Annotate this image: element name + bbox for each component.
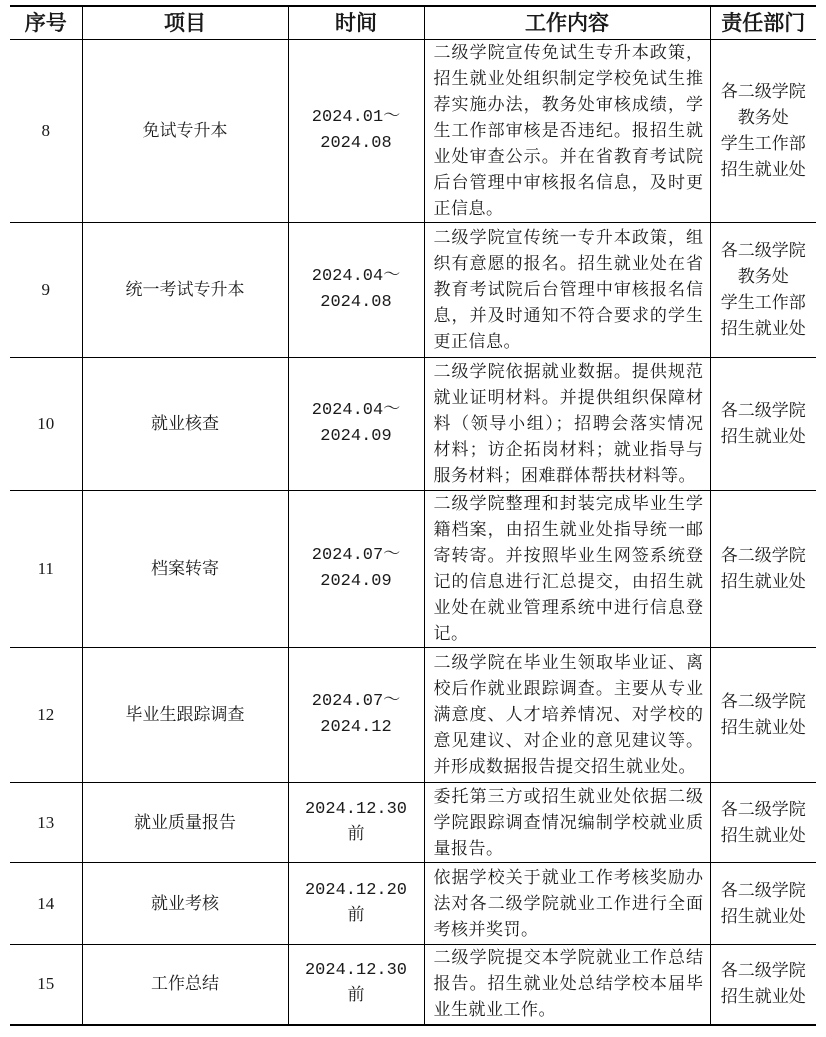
- department-line: 各二级学院: [720, 401, 806, 421]
- row-item: 统一考试专升本: [82, 223, 288, 358]
- header-content: 工作内容: [424, 6, 710, 40]
- row-department: [710, 863, 816, 945]
- row-time: [288, 223, 424, 358]
- table-row: [10, 358, 816, 491]
- time-line: 2024.12: [320, 718, 392, 737]
- row-time: [288, 945, 424, 1025]
- time-line: 前: [347, 825, 365, 845]
- row-item: 毕业生跟踪调查: [82, 648, 288, 783]
- row-content: 委托第三方或招生就业处依据二级学院跟踪调查情况编制学校就业质量报告。: [424, 783, 710, 863]
- time-line: 2024.09: [320, 572, 392, 591]
- row-item: 档案转寄: [82, 491, 288, 648]
- time-line: 2024.04～: [311, 267, 401, 286]
- row-item: 就业考核: [82, 863, 288, 945]
- row-time: [288, 491, 424, 648]
- row-content: 二级学院宣传免试生专升本政策，招生就业处组织制定学校免试生推荐实施办法，教务处审核成绩，学生工作部审核是否违纪。报招生就业处审查公示。并在省教育考试院后台管理中审核报名信息，及时更正信息。: [424, 40, 710, 223]
- department-line: 各二级学院: [720, 880, 806, 901]
- header-item: 项目: [82, 6, 288, 40]
- time-line: 2024.04～: [311, 401, 401, 420]
- department-line: 教务处: [737, 267, 789, 287]
- time-line: 前: [347, 987, 365, 1007]
- department-line: 各二级学院: [720, 546, 806, 566]
- table-row: [10, 783, 816, 863]
- department-line: 学生工作部: [720, 134, 806, 154]
- row-department: [710, 40, 816, 223]
- department-line: 各二级学院: [720, 82, 806, 102]
- row-content: 二级学院整理和封装完成毕业生学籍档案，由招生就业处指导统一邮寄转寄。并按照毕业生网签系统登记的信息进行汇总提交，由招生就业处在就业管理系统中进行信息登记。: [424, 491, 710, 648]
- header-time: 时间: [288, 6, 424, 40]
- department-line: 各二级学院: [720, 692, 806, 712]
- row-department: [710, 945, 816, 1025]
- row-content: 二级学院在毕业生领取毕业证、离校后作就业跟踪调查。主要从专业满意度、人才培养情况、对学校的意见建议、对企业的意见建议等。并形成数据报告提交招生就业处。: [424, 648, 710, 783]
- department-line: 招生就业处: [720, 906, 806, 927]
- row-item: 就业核查: [82, 358, 288, 491]
- row-number: 12: [10, 648, 82, 783]
- row-content: 二级学院依据就业数据。提供规范就业证明材料。并提供组织保障材料（领导小组）；招聘会落实情况材料；访企拓岗材料；就业指导与服务材料；困难群体帮扶材料等。: [424, 358, 710, 491]
- time-line: 2024.08: [320, 293, 392, 312]
- table-row: [10, 40, 816, 223]
- row-time: [288, 648, 424, 783]
- row-time: [288, 40, 424, 223]
- time-line: 2024.08: [320, 134, 392, 153]
- department-line: 招生就业处: [720, 825, 806, 846]
- row-department: [710, 783, 816, 863]
- department-line: 各二级学院: [720, 241, 806, 261]
- row-content: 二级学院宣传统一专升本政策，组织有意愿的报名。招生就业处在省教育考试院后台管理中审核报名信息，并及时通知不符合要求的学生更正信息。: [424, 223, 710, 358]
- row-content: 二级学院提交本学院就业工作总结报告。招生就业处总结学校本届毕业生就业工作。: [424, 945, 710, 1025]
- row-time: [288, 863, 424, 945]
- department-line: 学生工作部: [720, 293, 806, 313]
- row-item: 免试专升本: [82, 40, 288, 223]
- time-line: 前: [347, 906, 365, 926]
- department-line: 招生就业处: [720, 160, 806, 180]
- table-row: [10, 648, 816, 783]
- header-row: [10, 6, 816, 40]
- schedule-table: [10, 5, 816, 1026]
- row-number: 13: [10, 783, 82, 863]
- department-line: 招生就业处: [720, 319, 806, 339]
- row-number: 8: [10, 40, 82, 223]
- department-line: 各二级学院: [720, 799, 806, 820]
- row-number: 11: [10, 491, 82, 648]
- department-line: 招生就业处: [720, 427, 806, 447]
- row-item: 就业质量报告: [82, 783, 288, 863]
- department-line: 招生就业处: [720, 987, 806, 1008]
- table-row: [10, 945, 816, 1025]
- time-line: 2024.07～: [311, 692, 401, 711]
- row-item: 工作总结: [82, 945, 288, 1025]
- time-line: 2024.12.30: [304, 799, 408, 819]
- table-row: [10, 223, 816, 358]
- time-line: 2024.12.30: [304, 961, 408, 981]
- row-number: 14: [10, 863, 82, 945]
- time-line: 2024.07～: [311, 546, 401, 565]
- header-department: 责任部门: [710, 6, 816, 40]
- table-row: [10, 491, 816, 648]
- department-line: 招生就业处: [720, 718, 806, 738]
- time-line: 2024.09: [320, 427, 392, 446]
- row-department: [710, 223, 816, 358]
- row-number: 9: [10, 223, 82, 358]
- row-department: [710, 648, 816, 783]
- row-department: [710, 491, 816, 648]
- row-content: 依据学校关于就业工作考核奖励办法对各二级学院就业工作进行全面考核并奖罚。: [424, 863, 710, 945]
- table-row: [10, 863, 816, 945]
- department-line: 招生就业处: [720, 572, 806, 592]
- time-line: 2024.12.20: [304, 880, 408, 900]
- row-number: 10: [10, 358, 82, 491]
- header-number: 序号: [10, 6, 82, 40]
- row-number: 15: [10, 945, 82, 1025]
- department-line: 教务处: [737, 108, 789, 128]
- row-time: [288, 783, 424, 863]
- department-line: 各二级学院: [720, 961, 806, 982]
- row-department: [710, 358, 816, 491]
- row-time: [288, 358, 424, 491]
- time-line: 2024.01～: [311, 108, 401, 127]
